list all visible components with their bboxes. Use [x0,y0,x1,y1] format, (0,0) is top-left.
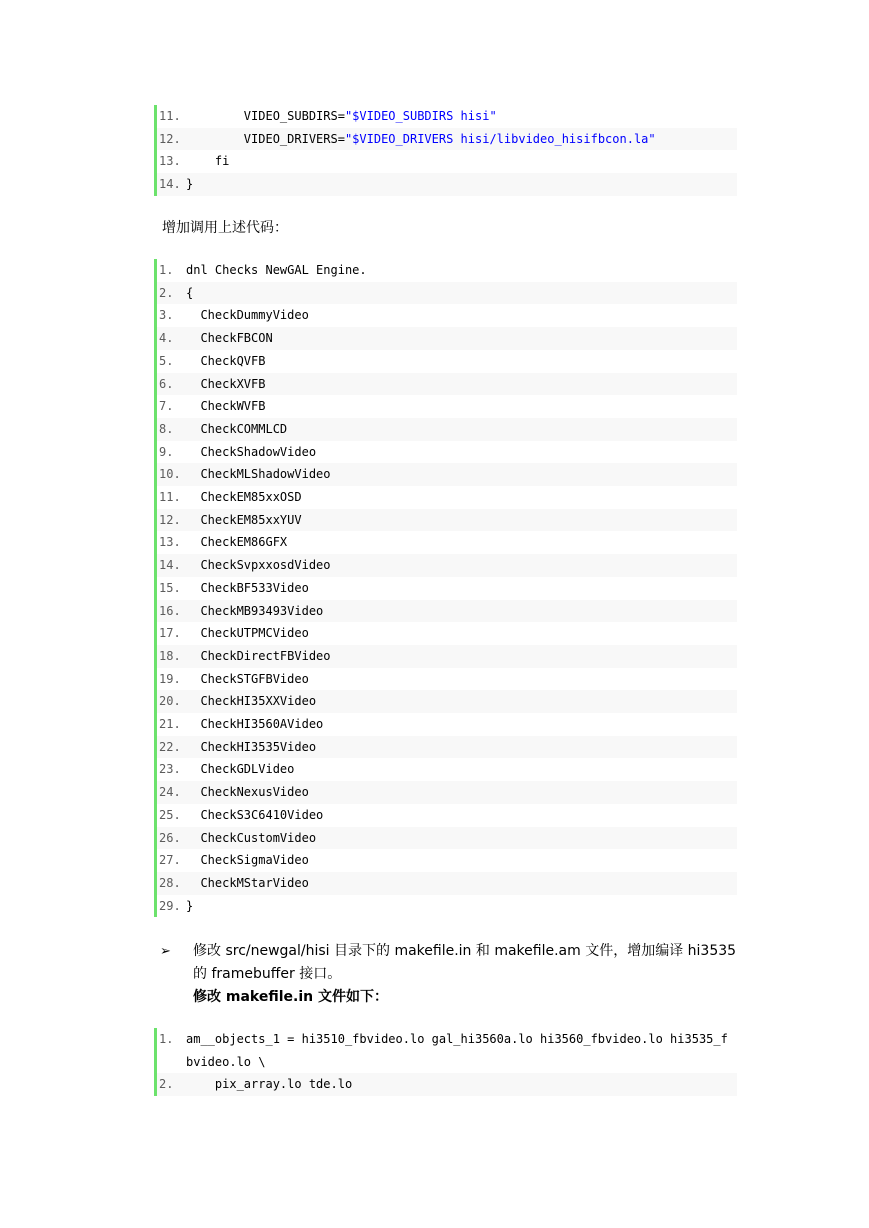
line-number: 29. [159,898,181,913]
line-number: 6. [159,376,174,391]
line-number: 4. [159,331,174,346]
code-text: CheckSTGFBVideo [186,671,309,686]
line-number: 1. [159,1032,174,1046]
line-number: 20. [159,694,181,709]
line-number: 13. [159,154,181,169]
line-number: 22. [159,739,181,754]
code-line [157,418,737,441]
code-block-2 [154,259,737,917]
code-text: CheckMB93493Video [186,603,324,618]
code-text: dnl Checks NewGAL Engine. [186,263,367,277]
code-line [157,804,737,827]
line-number: 26. [159,830,181,845]
code-line [157,758,737,781]
code-line [157,554,737,577]
line-number: 16. [159,603,181,618]
bullet-body [193,940,740,1009]
code-line [157,150,737,173]
code-text: { [186,285,194,300]
code-line [157,622,737,645]
code-text: } [186,898,194,913]
code-string: "$VIDEO_DRIVERS hisi/libvideo_hisifbcon.la" [344,131,656,146]
line-number: 23. [159,762,181,777]
code-line [157,350,737,373]
line-number: 2. [159,1077,174,1092]
line-number: 12. [159,131,181,146]
code-line [157,327,737,350]
code-line [157,645,737,668]
code-text: CheckFBCON [186,331,273,346]
code-line [157,713,737,736]
intro-paragraph: 增加调用上述代码： [162,220,288,236]
code-line [157,690,737,713]
code-text: CheckNexusVideo [186,785,309,800]
line-number: 7. [159,399,174,414]
code-line [157,668,737,691]
code-line [157,304,737,327]
code-text [186,105,737,128]
code-line [157,895,737,918]
code-text: CheckS3C6410Video [186,807,324,822]
code-text: CheckXVFB [186,376,266,391]
bullet-bold-text: 修改 makefile.in 文件如下： [193,989,388,1005]
code-text: CheckEM85xxOSD [186,490,302,505]
code-text: CheckEM85xxYUV [186,512,302,527]
code-text: CheckSvpxxosdVideo [186,558,331,573]
code-text: fi [186,154,230,169]
code-text: CheckMLShadowVideo [186,467,331,482]
code-text: CheckEM86GFX [186,535,288,550]
code-line [157,736,737,759]
code-line [157,105,737,128]
code-text: CheckHI3560AVideo [186,717,324,732]
line-number: 27. [159,853,181,868]
line-number: 11. [159,109,181,123]
code-text: CheckDummyVideo [186,308,309,323]
bullet-text: 修改 src/newgal/hisi 目录下的 makefile.in 和 makefile.am 文件，增加编译 hi3535 的 framebuffer 接口。 [193,943,737,982]
code-text: CheckHI35XXVideo [186,694,317,709]
line-number: 5. [159,353,174,368]
code-line [157,486,737,509]
code-text: pix_array.lo tde.lo [186,1077,353,1092]
code-text: } [186,177,194,192]
code-text: CheckSigmaVideo [186,853,309,868]
code-text: CheckMStarVideo [186,875,309,890]
code-line [157,577,737,600]
line-number: 28. [159,875,181,890]
code-line [157,282,737,305]
code-text: CheckHI3535Video [186,739,317,754]
code-plain: VIDEO_SUBDIRS= [186,109,345,123]
line-number: 19. [159,671,181,686]
code-text: am__objects_1 = hi3510_fbvideo.lo gal_hi3560a.lo hi3560_fbvideo.lo hi3535_fbvideo.lo \ [186,1032,728,1069]
code-line [157,509,737,532]
code-line [157,259,737,282]
line-number: 14. [159,558,181,573]
line-number: 24. [159,785,181,800]
line-number: 3. [159,308,174,323]
code-line [157,872,737,895]
code-text: CheckDirectFBVideo [186,648,331,663]
code-block-3 [154,1028,737,1096]
code-line [157,173,737,196]
code-string: "$VIDEO_SUBDIRS hisi" [344,109,497,123]
code-line [157,373,737,396]
code-line [157,849,737,872]
code-line [157,1073,737,1096]
code-text: CheckGDLVideo [186,762,295,777]
line-number: 11. [159,490,181,505]
line-number: 8. [159,421,174,436]
code-text: CheckWVFB [186,399,266,414]
line-number: 18. [159,648,181,663]
line-number: 13. [159,535,181,550]
line-number: 17. [159,626,181,641]
code-text: CheckCustomVideo [186,830,317,845]
code-line [157,395,737,418]
line-number: 10. [159,467,181,482]
code-text [186,128,737,151]
code-text: CheckUTPMCVideo [186,626,309,641]
code-line [157,441,737,464]
line-number: 12. [159,512,181,527]
code-line [157,781,737,804]
code-text: CheckCOMMLCD [186,421,288,436]
line-number: 25. [159,807,181,822]
code-text: CheckBF533Video [186,580,309,595]
line-number: 2. [159,285,174,300]
code-block-1 [154,105,737,196]
code-text: CheckShadowVideo [186,444,317,459]
bullet-item [160,940,740,1009]
line-number: 21. [159,717,181,732]
line-number: 1. [159,263,174,277]
line-number: 9. [159,444,174,459]
code-line [157,128,737,151]
code-line [157,827,737,850]
code-line [157,463,737,486]
code-text: CheckQVFB [186,353,266,368]
line-number: 15. [159,580,181,595]
code-plain: VIDEO_DRIVERS= [186,131,345,146]
code-line [157,1028,737,1073]
code-line [157,600,737,623]
code-line [157,531,737,554]
line-number: 14. [159,177,181,192]
arrow-bullet-icon: ➢ [160,944,171,959]
